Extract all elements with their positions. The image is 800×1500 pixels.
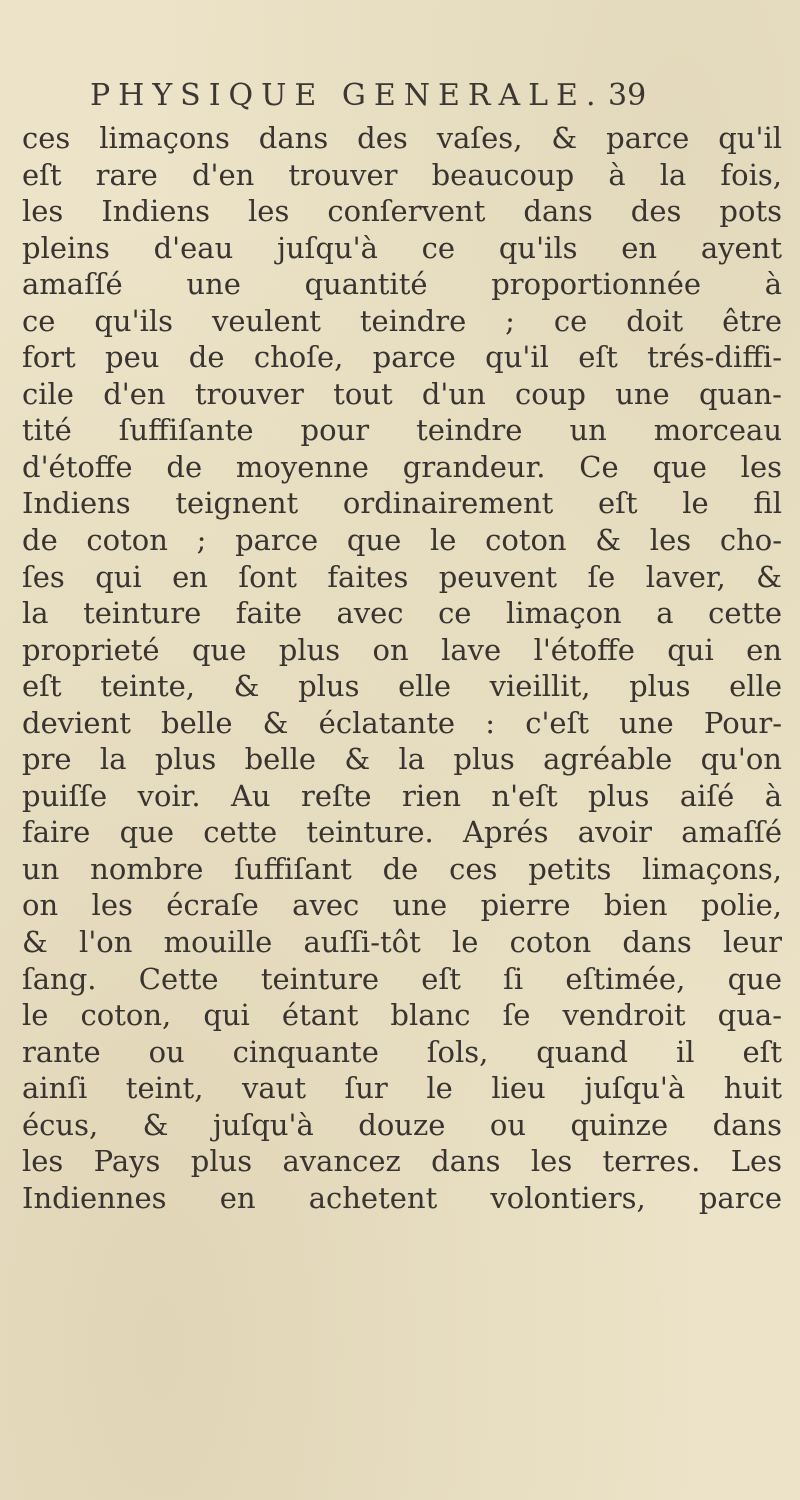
text-line: puiſſe voir. Au reſte rien n'eſt plus aiſé à: [22, 778, 782, 813]
text-line: les Pays plus avancez dans les terres. Les: [22, 1144, 782, 1179]
text-line: devient belle & éclatante : c'eſt une Pour-: [22, 705, 782, 740]
text-line: le coton, qui étant blanc ſe vendroit qua-: [22, 998, 782, 1033]
text-line: d'étoffe de moyenne grandeur. Ce que les: [22, 449, 782, 484]
page-number: 39: [608, 78, 647, 113]
text-line: tité ſuffiſante pour teindre un morceau: [22, 413, 782, 448]
text-line: on les écraſe avec une pierre bien polie,: [22, 888, 782, 923]
text-line: pre la plus belle & la plus agréable qu'on: [22, 742, 782, 777]
text-line: ainſi teint, vaut ſur le lieu juſqu'à huit: [22, 1071, 782, 1106]
text-line: les Indiens les conſervent dans des pots: [22, 194, 782, 229]
running-title: PHYSIQUE GENERALE.: [90, 78, 604, 113]
text-line: faire que cette teinture. Aprés avoir amaſſé: [22, 815, 782, 850]
text-line: Indiennes en achetent volontiers, parce: [22, 1180, 782, 1215]
text-line: ſes qui en ſont faites peuvent ſe laver, &: [22, 559, 782, 594]
text-line: ces limaçons dans des vaſes, & parce qu'il: [22, 121, 782, 155]
text-line: eſt teinte, & plus elle vieillit, plus elle: [22, 669, 782, 704]
text-line: ſang. Cette teinture eſt ſi eſtimée, que: [22, 961, 782, 996]
text-line: eſt rare d'en trouver beaucoup à la fois,: [22, 157, 782, 192]
text-line: pleins d'eau juſqu'à ce qu'ils en ayent: [22, 230, 782, 265]
text-line: la teinture faite avec ce limaçon a cette: [22, 596, 782, 631]
body-text: [22, 120, 782, 1216]
text-line: Indiens teignent ordinairement eſt le fil: [22, 486, 782, 521]
text-line: ce qu'ils veulent teindre ; ce doit être: [22, 303, 782, 338]
text-line: rante ou cinquante ſols, quand il eſt: [22, 1034, 782, 1069]
text-line: un nombre ſuffiſant de ces petits limaçons,: [22, 851, 782, 886]
text-line: amaſſé une quantité proportionnée à: [22, 267, 782, 302]
text-line: cile d'en trouver tout d'un coup une quan-: [22, 376, 782, 411]
text-line: & l'on mouille auſſi-tôt le coton dans leur: [22, 925, 782, 960]
text-line: proprieté que plus on lave l'étoffe qui en: [22, 632, 782, 667]
text-line: de coton ; parce que le coton & les cho-: [22, 523, 782, 558]
text-line: fort peu de choſe, parce qu'il eſt trés-diffi-: [22, 340, 782, 375]
text-line: écus, & juſqu'à douze ou quinze dans: [22, 1107, 782, 1142]
